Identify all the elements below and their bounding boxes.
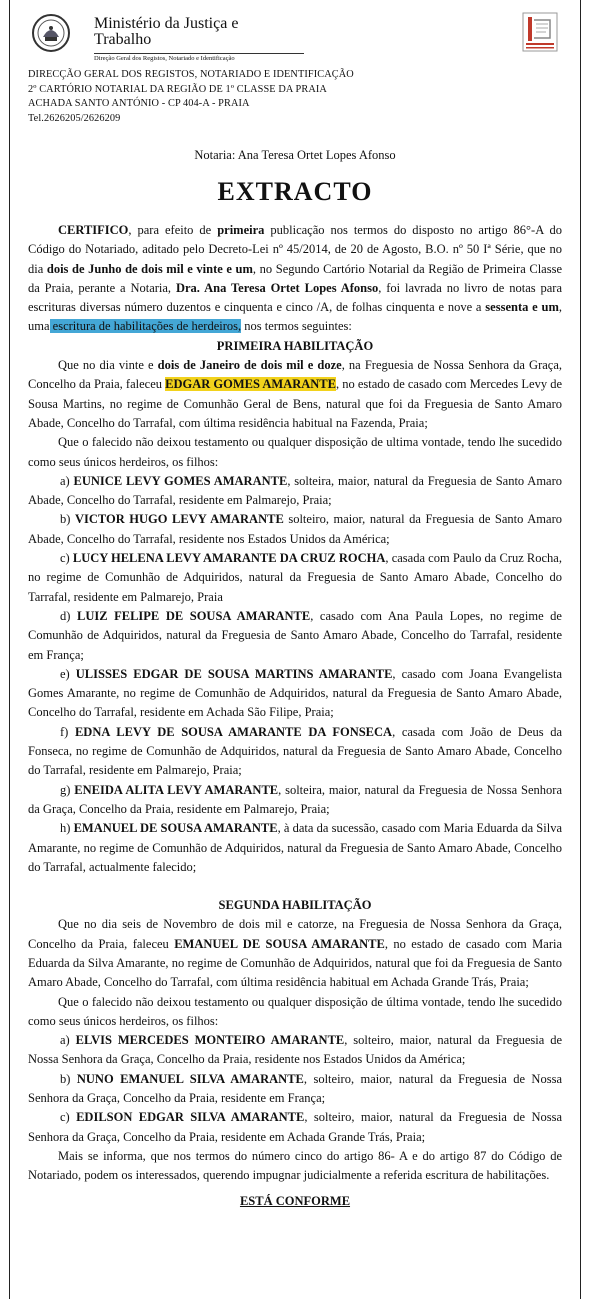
heir-item (28, 1070, 562, 1109)
document-body (28, 221, 562, 1211)
address-line: ACHADA SANTO ANTÓNIO - CP 404-A - PRAIA (28, 98, 250, 109)
text: , foi lavrada no livro de notas para escrituras diversas número duzentos e cinquenta e cinco /A, de folhas cinquenta e nove a (28, 280, 563, 315)
closing-paragraph: Mais se informa, que nos termos do número cinco do artigo 86- A e do artigo 87 do Código de Notariado, podem os interessados, querendo impugnar judicialmente a referida escritura de habilitações. (28, 1148, 562, 1183)
bold-text: Dra. Ana Teresa Ortet Lopes Afonso (175, 280, 379, 295)
heir-details: , casada com João de Deus da Fonseca, no regime de Comunhão de Adquiridos, natural da Freguesia de Santo Amaro Abade, Concelho do Tarrafal, residente em Palmarejo, Praia; (28, 724, 562, 778)
second-death-paragraph (28, 915, 562, 992)
bold-text: dois de Janeiro de dois mil e doze (157, 358, 342, 373)
first-death-paragraph (28, 356, 562, 433)
heir-details: , solteiro, maior, natural da Freguesia de Nossa Senhora da Graça, Concelho da Praia, residente em França; (28, 1071, 562, 1106)
heir-details: solteiro, maior, natural da Freguesia de Santo Amaro Abade, Concelho do Tarrafal, residente nos Estados Unidos da América; (28, 512, 562, 546)
heir-name: ENEIDA ALITA LEVY AMARANTE (74, 782, 279, 797)
document-page (9, 0, 581, 1299)
heir-letter: e) (60, 666, 76, 681)
heir-item (28, 1031, 562, 1070)
deceased-name: EDGAR GOMES AMARANTE (165, 377, 336, 392)
heir-name: ULISSES EDGAR DE SOUSA MARTINS AMARANTE (75, 666, 393, 681)
heir-name: LUCY HELENA LEVY AMARANTE DA CRUZ ROCHA (72, 551, 386, 566)
notary-name: Notaria: Ana Teresa Ortet Lopes Afonso (194, 148, 396, 162)
heir-item (28, 549, 562, 607)
heir-item (28, 665, 562, 723)
first-heirs-list (28, 472, 562, 877)
registry-logo-icon (522, 12, 558, 52)
section-heading-second: SEGUNDA HABILITAÇÃO (218, 898, 372, 913)
bold-text: CERTIFICO (58, 223, 129, 237)
ministry-name (94, 16, 238, 48)
heir-name: EUNICE LEVY GOMES AMARANTE (73, 473, 288, 488)
heir-name: EMANUEL DE SOUSA AMARANTE (73, 821, 278, 836)
section-heading-first: PRIMEIRA HABILITAÇÃO (216, 338, 374, 353)
document-title: EXTRACTO (217, 177, 373, 206)
text: , para efeito de (128, 223, 218, 237)
heir-letter: f) (60, 724, 75, 739)
heir-name: EDILSON EDGAR SILVA AMARANTE (76, 1110, 305, 1125)
text: , na Freguesia de Nossa Senhora da Graça, Concelho da Praia, faleceu (28, 358, 563, 392)
coat-of-arms-icon (31, 13, 71, 53)
second-heirs-list (28, 1031, 562, 1147)
text: , uma (28, 300, 563, 334)
text: , no Segundo Cartório Notarial da Região de Primeira Classe da Praia, perante a Notaria, (28, 261, 562, 295)
heir-item (28, 819, 562, 877)
heir-name: LUIZ FELIPE DE SOUSA AMARANTE (76, 608, 311, 623)
heir-details: , casada com Paulo da Cruz Rocha, no regime de Comunhão de Adquiridos, natural da Freguesia de Santo Amaro Abade, Concelho do Tarrafal, residente em Palmarejo, Praia (28, 551, 562, 604)
intro-paragraph (28, 221, 562, 337)
heir-details: , casado com Ana Paula Lopes, no regime de Comunhão de Adquiridos, natural da Freguesia de Santo Amaro Abade, Concelho do Tarrafal, residente em França; (28, 608, 562, 662)
heir-name: EDNA LEVY DE SOUSA AMARANTE DA FONSECA (74, 724, 393, 739)
heir-details: , casado com Joana Evangelista Gomes Amarante, no regime de Comunhão de Adquiridos, natural da Freguesia de Santo Amaro Abade, Concelho do Tarrafal, residente em Achada São Filipe, Praia; (28, 666, 562, 720)
address-line: 2º CARTÓRIO NOTARIAL DA REGIÃO DE 1º CLASSE DA PRAIA (28, 83, 327, 95)
ministry-subtitle: Direção Geral dos Registos, Notariado e Identificação (94, 53, 304, 63)
heir-item (28, 607, 562, 665)
text: , no estado de casado com Mercedes Levy de Sousa Martins, no regime de Comunhão Geral de Bens, natural que foi da Freguesia de Santo Amaro Abade, Concelho do Tarrafal, com última residência habitual na Fazenda, Praia; (28, 377, 562, 430)
office-address (28, 68, 580, 126)
highlighted-text: escritura de habilitações de herdeiros, (49, 319, 242, 334)
heir-name: VICTOR HUGO LEVY AMARANTE (74, 512, 284, 527)
text: nos termos seguintes: (241, 319, 352, 334)
heir-letter: b) (60, 1071, 77, 1086)
bold-text: sessenta e um (485, 300, 559, 315)
conformity-stamp-text: ESTÁ CONFORME (239, 1193, 351, 1208)
ministry-line-1: Ministério da Justiça e (94, 15, 239, 32)
heir-letter: g) (60, 782, 75, 797)
heir-letter: c) (60, 1110, 77, 1125)
deceased-name: EMANUEL DE SOUSA AMARANTE (174, 936, 385, 951)
heir-letter: b) (60, 512, 75, 527)
address-line: DIRECÇÃO GERAL DOS REGISTOS, NOTARIADO E IDENTIFICAÇÃO (28, 69, 354, 80)
bold-text: dois de Junho de dois mil e vinte e um (46, 261, 253, 276)
address-line: Tel.2626205/2626209 (28, 112, 121, 124)
heir-item (28, 472, 562, 511)
text: publicação nos termos do disposto no artigo 86°-A do Código do Notariado, aditado pelo Decreto-Lei nº 45/2014, de 20 de Agosto, B.O. nº 50 Iª Série, que no dia (28, 223, 563, 276)
heir-details: , solteiro, maior, natural da Freguesia de Nossa Senhora da Graça, Concelho da Praia, residente em Achada Grande Trás, Praia; (28, 1110, 562, 1144)
heir-name: NUNO EMANUEL SILVA AMARANTE (76, 1071, 304, 1086)
text: , no estado de casado com Maria Eduarda da Silva Amarante, no regime de Comunhão de Adquiridos, natural que foi da Freguesia de Santo Amaro Abade, Concelho do Tarrafal, com última residência habitual em Achada Grande Trás, Praia; (28, 936, 563, 990)
heir-details: , solteira, maior, natural da Freguesia de Santo Amaro Abade, Concelho do Tarrafal, residente em Palmarejo, Praia; (28, 473, 563, 508)
heir-item (28, 510, 562, 549)
heir-name: ELVIS MERCEDES MONTEIRO AMARANTE (75, 1033, 345, 1048)
text: Que no dia vinte e (58, 358, 158, 373)
bold-text: primeira (217, 223, 265, 237)
heir-letter: a) (60, 1033, 76, 1048)
heir-letter: h) (60, 821, 74, 836)
ministry-line-2: Trabalho (94, 31, 152, 48)
heir-item (28, 723, 562, 781)
text: Que no dia seis de Novembro de dois mil e catorze, na Freguesia de Nossa Senhora da Graça, Concelho da Praia, faleceu (28, 917, 562, 951)
first-heirs-intro: Que o falecido não deixou testamento ou qualquer disposição de ultima vontade, tendo lhe sucedido como seus únicos herdeiros, os filhos: (28, 435, 562, 469)
heir-letter: d) (60, 608, 77, 623)
heir-letter: c) (60, 551, 73, 566)
heir-details: , solteira, maior, natural da Freguesia de Nossa Senhora da Graça, Concelho da Praia, residente em Palmarejo, Praia; (28, 782, 562, 816)
heir-details: , à data da sucessão, casado com Maria Eduarda da Silva Amarante, no regime de Comunhão de Adquiridos, natural da Freguesia de Santo Amaro Abade, Concelho do Tarrafal, actualmente falecido; (28, 821, 562, 874)
heir-item (28, 1108, 562, 1147)
heir-letter: a) (60, 473, 74, 488)
letterhead (10, 0, 580, 62)
heir-item (28, 781, 562, 820)
second-heirs-intro: Que o falecido não deixou testamento ou qualquer disposição de última vontade, tendo lhe sucedido como seus únicos herdeiros, os filhos: (28, 994, 562, 1028)
heir-details: , solteiro, maior, natural da Freguesia de Nossa Senhora da Graça, Concelho da Praia, residente nos Estados Unidos da América; (28, 1033, 562, 1067)
